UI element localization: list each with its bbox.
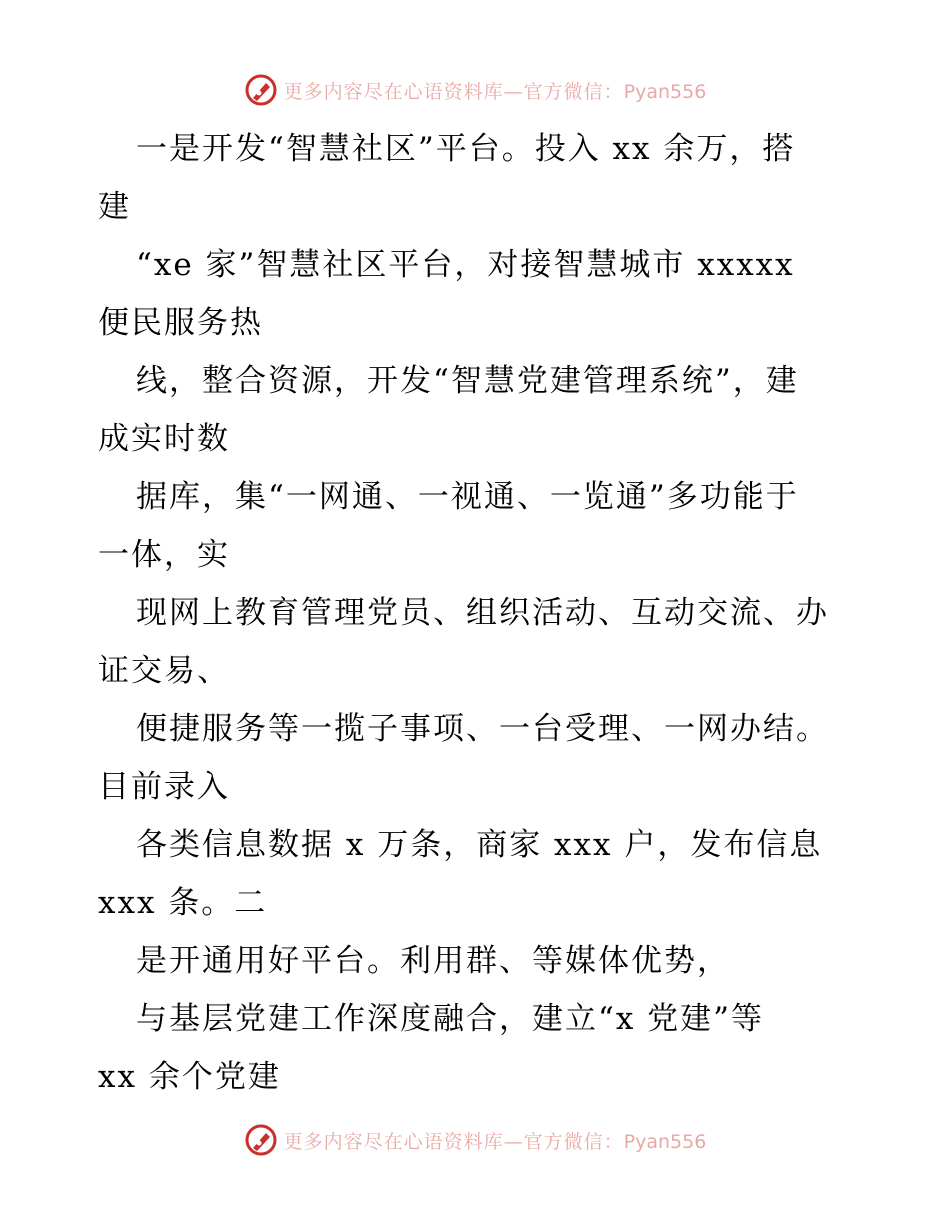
pen-logo-icon [244, 73, 278, 107]
text-line: 证交易、 [98, 653, 230, 689]
text-line: 便民服务热 [98, 305, 263, 341]
header-watermark [0, 70, 950, 110]
text-line: 据库，集“一网通、一视通、一览通”多功能于 [136, 479, 799, 515]
text-line: 一是开发“智慧社区”平台。投入 xx 余万，搭 [136, 131, 796, 167]
text-line: 便捷服务等一揽子事项、一台受理、一网办结。 [136, 711, 829, 747]
text-line: xxx 条。二 [98, 885, 268, 921]
text-line: xx 余个党建 [98, 1059, 281, 1095]
text-line: 各类信息数据 x 万条，商家 xxx 户，发布信息 [136, 827, 823, 863]
text-line: 目前录入 [98, 769, 230, 805]
watermark-text: 更多内容尽在心语资料库—官方微信：Pyan556 [283, 1130, 707, 1153]
pen-logo-icon [244, 1123, 278, 1157]
text-line: 一体，实 [98, 537, 230, 573]
text-line: “xe 家”智慧社区平台，对接智慧城市 xxxxx [136, 247, 795, 283]
text-line: 建 [98, 189, 131, 225]
text-line: 现网上教育管理党员、组织活动、互动交流、办 [136, 595, 829, 631]
footer-watermark [0, 1120, 950, 1160]
text-line: 与基层党建工作深度融合，建立“x 党建”等 [136, 1001, 765, 1037]
text-line: 线，整合资源，开发“智慧党建管理系统”，建 [136, 363, 799, 399]
text-line: 是开通用好平台。利用群、等媒体优势， [136, 943, 730, 979]
watermark-text: 更多内容尽在心语资料库—官方微信：Pyan556 [283, 80, 707, 103]
text-line: 成实时数 [98, 421, 230, 457]
document-body [98, 120, 858, 1106]
